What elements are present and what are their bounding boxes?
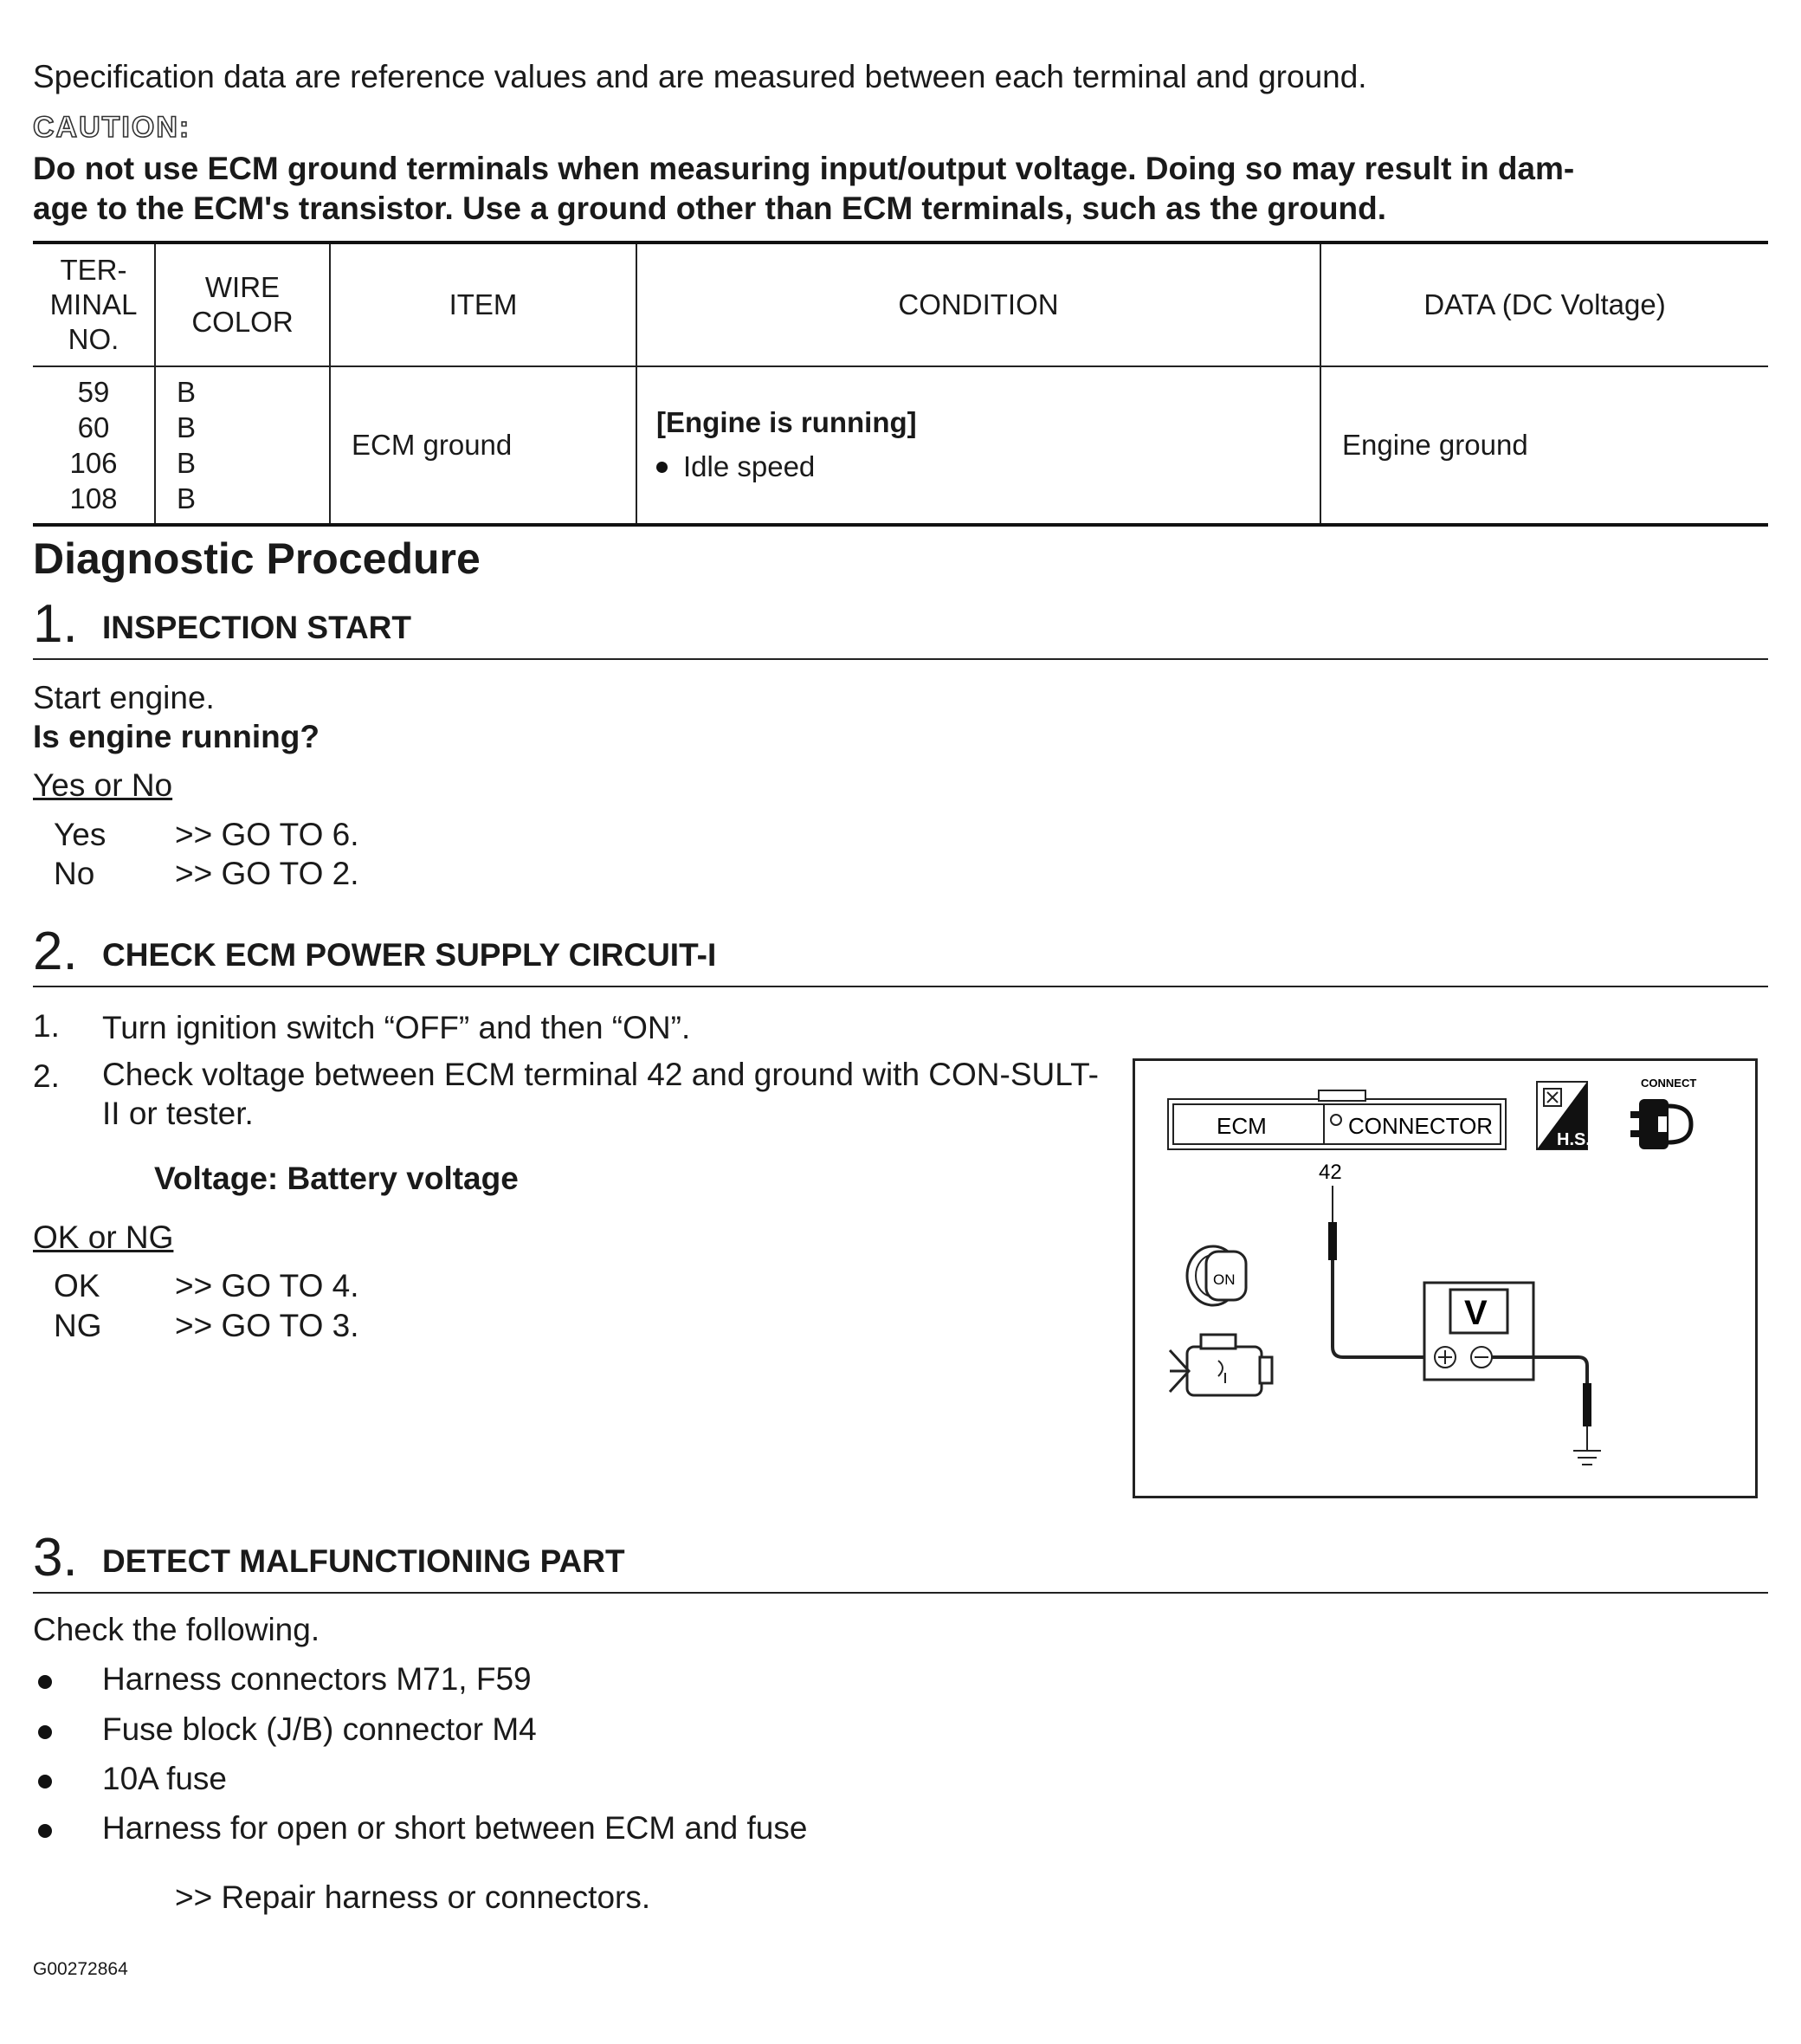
header-wire-color: WIRE COLOR (155, 243, 330, 366)
spec-text: Specification data are reference values and are measured between each terminal and ground. (33, 59, 1367, 94)
section-title: Diagnostic Procedure (33, 534, 481, 583)
wire-colors: B B B B (155, 366, 330, 525)
hs-label: H.S. (1557, 1130, 1591, 1149)
terminal-numbers: 59 60 106 108 (33, 366, 155, 525)
choice-answer: OK (54, 1268, 100, 1303)
step-number: 3. (33, 1528, 78, 1588)
choice-answer: Yes (54, 817, 107, 852)
terminal-table (33, 241, 1768, 527)
table-row (33, 366, 1768, 525)
choice-action: >> GO TO 4. (175, 1268, 359, 1303)
step-1-text: Start engine. (33, 680, 215, 715)
bullet-icon (38, 1824, 52, 1838)
item-cell: ECM ground (330, 366, 636, 525)
step-1-question: Is engine running? (33, 719, 320, 754)
header-data: DATA (DC Voltage) (1320, 243, 1768, 366)
bullet-icon (38, 1675, 52, 1689)
ignition-on-icon (1187, 1246, 1246, 1305)
condition-bullet: Idle speed (656, 444, 1320, 489)
diagram-svg (1135, 1061, 1755, 1496)
bullet-icon (38, 1775, 52, 1788)
caution-title: CAUTION: (33, 111, 191, 144)
header-terminal-no: TER- MINAL NO. (33, 243, 155, 366)
table-header-row (33, 243, 1768, 366)
data-cell: Engine ground (1320, 366, 1768, 525)
list-item: Check voltage between ECM terminal 42 and ground with CON-SULT-II or tester. (102, 1057, 1099, 1131)
step-2-header (33, 922, 1768, 987)
probe-42 (1319, 1161, 1434, 1357)
step-2-choice-label: OK or NG (33, 1219, 174, 1255)
connect-label: CONNECT (1641, 1077, 1697, 1090)
choice-action: >> GO TO 3. (175, 1308, 359, 1343)
caution-text (33, 149, 1768, 229)
meter-label: V (1464, 1294, 1488, 1332)
step-title: DETECT MALFUNCTIONING PART (102, 1543, 625, 1579)
step-3-header (33, 1528, 1768, 1594)
choice-answer: NG (54, 1308, 102, 1343)
condition-cell (636, 366, 1320, 525)
voltage-spec: Voltage: Battery voltage (154, 1161, 519, 1196)
list-item: Turn ignition switch “OFF” and then “ON”. (102, 1010, 691, 1045)
caution-line: age to the ECM's transistor. Use a ground other than ECM terminals, such as the ground. (33, 191, 1387, 226)
engine-icon (1170, 1335, 1272, 1395)
key-label: ON (1213, 1271, 1236, 1288)
ecm-connector (1168, 1090, 1506, 1149)
bullet-icon (38, 1725, 52, 1739)
step-1-choice-label: Yes or No (33, 767, 173, 803)
condition-title: [Engine is running] (656, 406, 917, 438)
list-number: 2. (33, 1058, 60, 1094)
step-3-text: Check the following. (33, 1612, 320, 1647)
step-3-action: >> Repair harness or connectors. (175, 1879, 651, 1915)
header-item: ITEM (330, 243, 636, 366)
step-number: 1. (33, 594, 78, 654)
terminal-label: 42 (1319, 1161, 1342, 1184)
figure-code: G00272864 (33, 1959, 128, 1979)
choice-action: >> GO TO 2. (175, 856, 359, 891)
choice-answer: No (54, 856, 95, 891)
list-number: 1. (33, 1008, 60, 1044)
step-number: 2. (33, 922, 78, 981)
connect-icon (1630, 1077, 1696, 1149)
choice-action: >> GO TO 6. (175, 817, 359, 852)
manual-page: Specification data are reference values and are measured between each terminal and ground. CAUTION: Do not use ECM ground terminals when measuring input/output voltage. Doing so may result in dam- age to the ECM's transistor. Use a ground other than ECM terminals, such as the ground. TER- MINAL NO. WIRE COLOR ITEM CONDITION DATA (DC Voltage) 59 60 106 108 B B B B ECM ground [Engine is running] Idle speed Engine ground Diagnostic Procedure 1. INSPECTION START Start engine. Is engine running? Yes or No Yes >> GO TO 6. No >> GO TO 2. 2. CHECK ECM POWER SUPPLY CIRCUIT-I 1. Turn ignition switch “OFF” and then “ON”. 2. Check voltage between ECM terminal 42 and ground with CON-SULT-II or tester. Voltage: Battery voltage OK or NG OK >> GO TO 4. NG >> GO TO 3. ECM CONNECTOR H.S. CONNECT 42 V ON 3. DETECT MALFUNCTIONING PART Check the following. Harness connectors M71, F59 Fuse block (J/B) connector M4 10A fuse Harness for open or short between ECM and fuse >> Repair harness or connectors. G00272864 (33, 0, 1768, 2044)
bullet-icon (656, 462, 668, 473)
step-1-header (33, 594, 1768, 660)
step-title: CHECK ECM POWER SUPPLY CIRCUIT-I (102, 937, 717, 973)
step-title: INSPECTION START (102, 610, 411, 645)
voltmeter-icon (1424, 1283, 1533, 1380)
header-condition: CONDITION (636, 243, 1320, 366)
connector-label: CONNECTOR (1348, 1113, 1494, 1139)
voltage-check-diagram (1133, 1058, 1758, 1498)
caution-line: Do not use ECM ground terminals when measuring input/output voltage. Doing so may result in dam- (33, 151, 1575, 186)
ecm-label: ECM (1217, 1113, 1267, 1139)
harness-side-icon (1537, 1082, 1591, 1149)
